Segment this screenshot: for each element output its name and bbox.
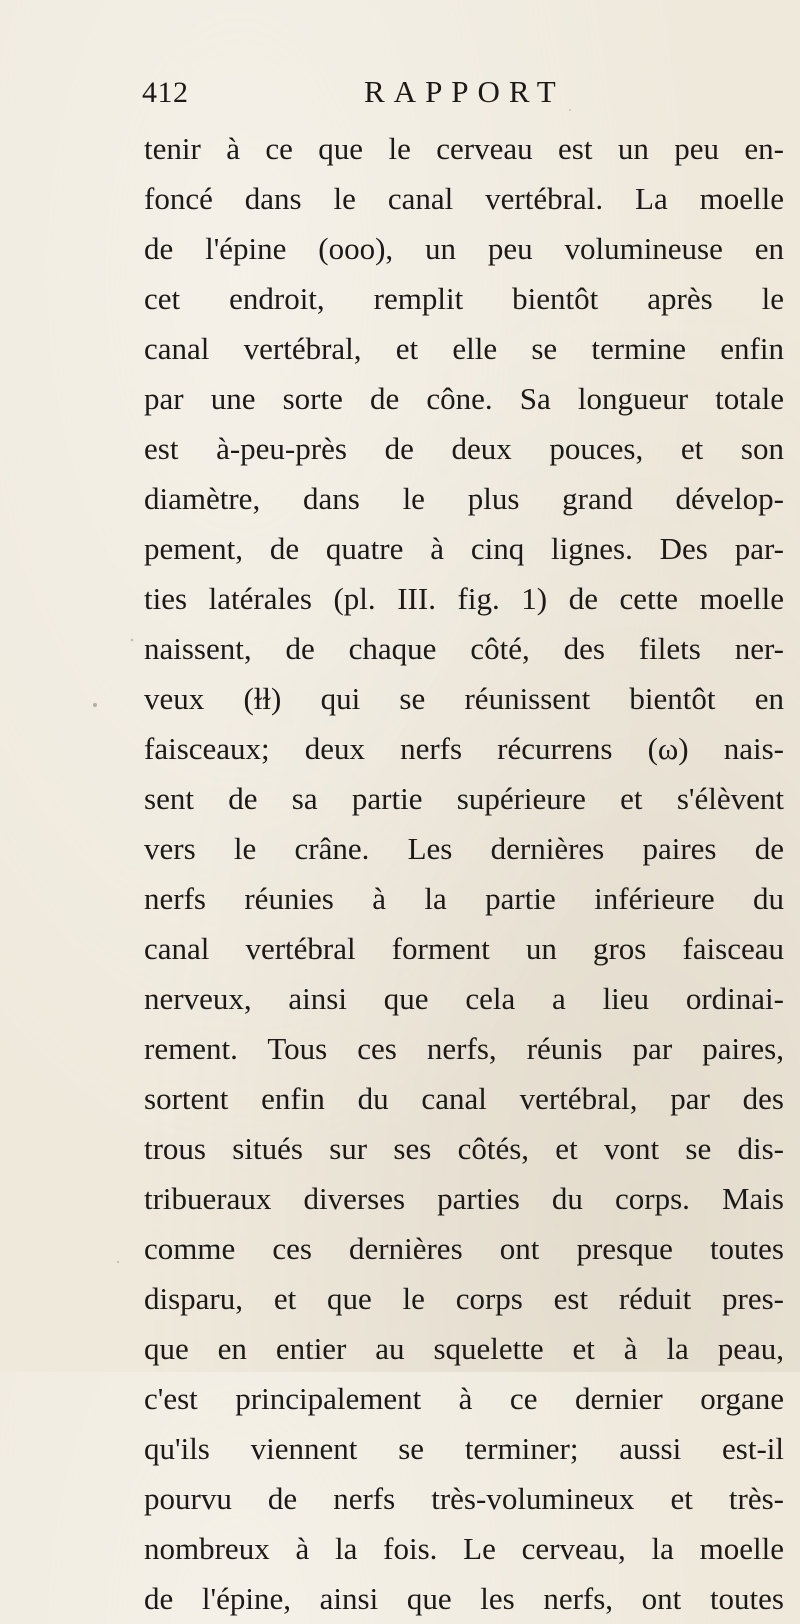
text-line: tenir à ce que le cerveau est un peu en- <box>144 131 784 166</box>
text-line: trous situés sur ses côtés, et vont se dis- <box>144 1131 784 1166</box>
text-line: pement, de quatre à cinq lignes. Des par- <box>144 531 784 566</box>
text-line: veux (ɫɫ) qui se réunissent bientôt en <box>144 681 784 716</box>
text-line: sortent enfin du canal vertébral, par des <box>144 1081 784 1116</box>
text-line: comme ces dernières ont presque toutes <box>144 1231 784 1266</box>
text-line: faisceaux; deux nerfs récurrens (ω) nais- <box>144 731 784 766</box>
text-line: cet endroit, remplit bientôt après le <box>144 281 784 316</box>
page-header <box>142 72 782 116</box>
text-line: canal vertébral, et elle se termine enfin <box>144 331 784 366</box>
body-text <box>144 124 784 1624</box>
text-line: vers le crâne. Les dernières paires de <box>144 831 784 866</box>
text-line: c'est principalement à ce dernier organe <box>144 1381 784 1416</box>
text-line: nerfs réunies à la partie inférieure du <box>144 881 784 916</box>
text-line: par une sorte de cône. Sa longueur totale <box>144 381 784 416</box>
text-line: de l'épine (ooo), un peu volumineuse en <box>144 231 784 266</box>
text-line: foncé dans le canal vertébral. La moelle <box>144 181 784 216</box>
text-line: ties latérales (pl. III. fig. 1) de cette moelle <box>144 581 784 616</box>
text-line: diamètre, dans le plus grand dévelop- <box>144 481 784 516</box>
text-line: disparu, et que le corps est réduit pres- <box>144 1281 784 1316</box>
text-line: est à-peu-près de deux pouces, et son <box>144 431 784 466</box>
text-line: qu'ils viennent se terminer; aussi est-il <box>144 1431 784 1466</box>
text-line: naissent, de chaque côté, des filets ner- <box>144 631 784 666</box>
page-number: 412 <box>142 76 189 109</box>
text-line: canal vertébral forment un gros faisceau <box>144 931 784 966</box>
text-line: nombreux à la fois. Le cerveau, la moelle <box>144 1531 784 1566</box>
text-line: pourvu de nerfs très-volumineux et très- <box>144 1481 784 1516</box>
text-line: tribueraux diverses parties du corps. Mais <box>144 1181 784 1216</box>
text-line: sent de sa partie supérieure et s'élèvent <box>144 781 784 816</box>
text-line: rement. Tous ces nerfs, réunis par paires, <box>144 1031 784 1066</box>
running-head: RAPPORT <box>364 74 565 109</box>
text-line: de l'épine, ainsi que les nerfs, ont toutes <box>144 1581 784 1616</box>
text-line: que en entier au squelette et à la peau, <box>144 1331 784 1366</box>
text-line: nerveux, ainsi que cela a lieu ordinai- <box>144 981 784 1016</box>
